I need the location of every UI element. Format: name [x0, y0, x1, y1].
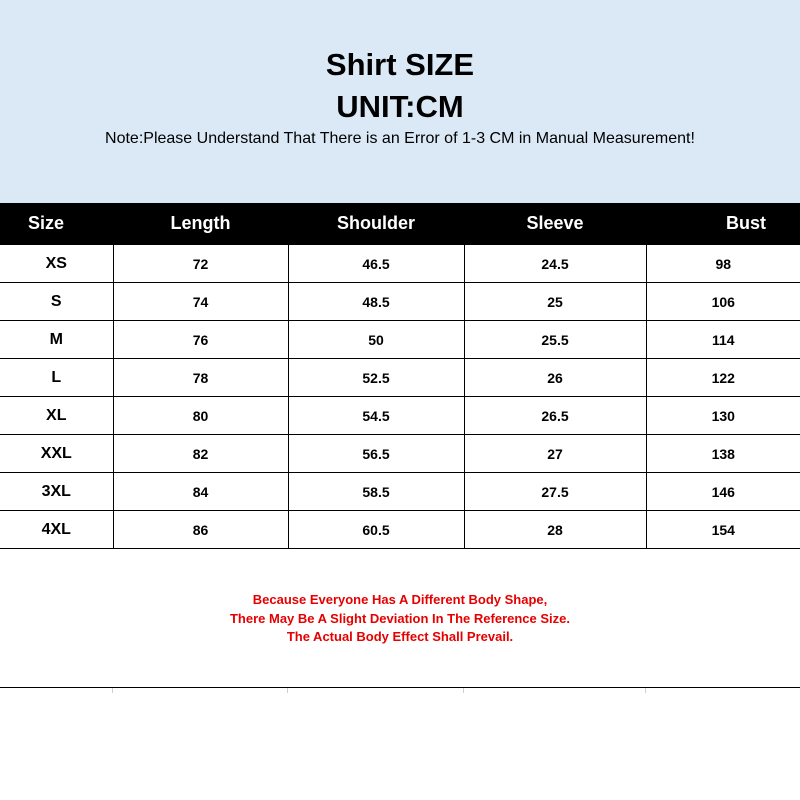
size-cell: 3XL: [0, 473, 113, 511]
shoulder-cell: 54.5: [288, 397, 464, 435]
bust-cell: 106: [646, 283, 800, 321]
table-row: [0, 321, 800, 359]
length-cell: 72: [113, 245, 288, 283]
shoulder-cell: 52.5: [288, 359, 464, 397]
length-cell: 76: [113, 321, 288, 359]
size-cell: XXL: [0, 435, 113, 473]
length-cell: 84: [113, 473, 288, 511]
disclaimer-line: Because Everyone Has A Different Body Shape,: [252, 592, 548, 607]
table-row: [0, 283, 800, 321]
measurement-note: Note:Please Understand That There is an Error of 1-3 CM in Manual Measurement!: [105, 130, 695, 147]
disclaimer-line: The Actual Body Effect Shall Prevail.: [286, 629, 514, 644]
disclaimer-line: There May Be A Slight Deviation In The Reference Size.: [229, 610, 570, 626]
column-divider-mark: [287, 688, 288, 693]
size-table: [0, 203, 800, 549]
column-header-bust: Bust: [646, 203, 800, 245]
shoulder-cell: 58.5: [288, 473, 464, 511]
table-header-row: [0, 203, 800, 245]
header-band: [0, 0, 800, 203]
table-row: [0, 397, 800, 435]
size-cell: 4XL: [0, 511, 113, 549]
size-cell: L: [0, 359, 113, 397]
column-header-size: Size: [0, 203, 113, 245]
length-cell: 86: [113, 511, 288, 549]
body-shape-disclaimer: [0, 591, 800, 647]
sleeve-cell: 25.5: [464, 321, 646, 359]
chart-title: Shirt SIZE: [325, 47, 475, 82]
size-cell: XS: [0, 245, 113, 283]
shoulder-cell: 60.5: [288, 511, 464, 549]
column-header-length: Length: [113, 203, 288, 245]
size-cell: S: [0, 283, 113, 321]
shoulder-cell: 48.5: [288, 283, 464, 321]
column-divider-mark: [112, 688, 113, 693]
unit-label: UNIT:CM: [336, 89, 464, 124]
sleeve-cell: 27: [464, 435, 646, 473]
size-cell: M: [0, 321, 113, 359]
bust-cell: 130: [646, 397, 800, 435]
sleeve-cell: 25: [464, 283, 646, 321]
length-cell: 74: [113, 283, 288, 321]
bust-cell: 122: [646, 359, 800, 397]
bust-cell: 98: [646, 245, 800, 283]
length-cell: 78: [113, 359, 288, 397]
sleeve-cell: 27.5: [464, 473, 646, 511]
shoulder-cell: 50: [288, 321, 464, 359]
bust-cell: 138: [646, 435, 800, 473]
column-divider-mark: [463, 688, 464, 693]
bust-cell: 154: [646, 511, 800, 549]
length-cell: 82: [113, 435, 288, 473]
size-cell: XL: [0, 397, 113, 435]
table-row: [0, 245, 800, 283]
table-row: [0, 435, 800, 473]
bust-cell: 114: [646, 321, 800, 359]
table-row: [0, 359, 800, 397]
shoulder-cell: 46.5: [288, 245, 464, 283]
shoulder-cell: 56.5: [288, 435, 464, 473]
sleeve-cell: 26: [464, 359, 646, 397]
bust-cell: 146: [646, 473, 800, 511]
length-cell: 80: [113, 397, 288, 435]
sleeve-cell: 24.5: [464, 245, 646, 283]
table-row: [0, 511, 800, 549]
table-row: [0, 473, 800, 511]
column-header-sleeve: Sleeve: [464, 203, 646, 245]
sleeve-cell: 28: [464, 511, 646, 549]
column-divider-mark: [645, 688, 646, 693]
column-header-shoulder: Shoulder: [288, 203, 464, 245]
bottom-divider: [0, 687, 800, 688]
sleeve-cell: 26.5: [464, 397, 646, 435]
